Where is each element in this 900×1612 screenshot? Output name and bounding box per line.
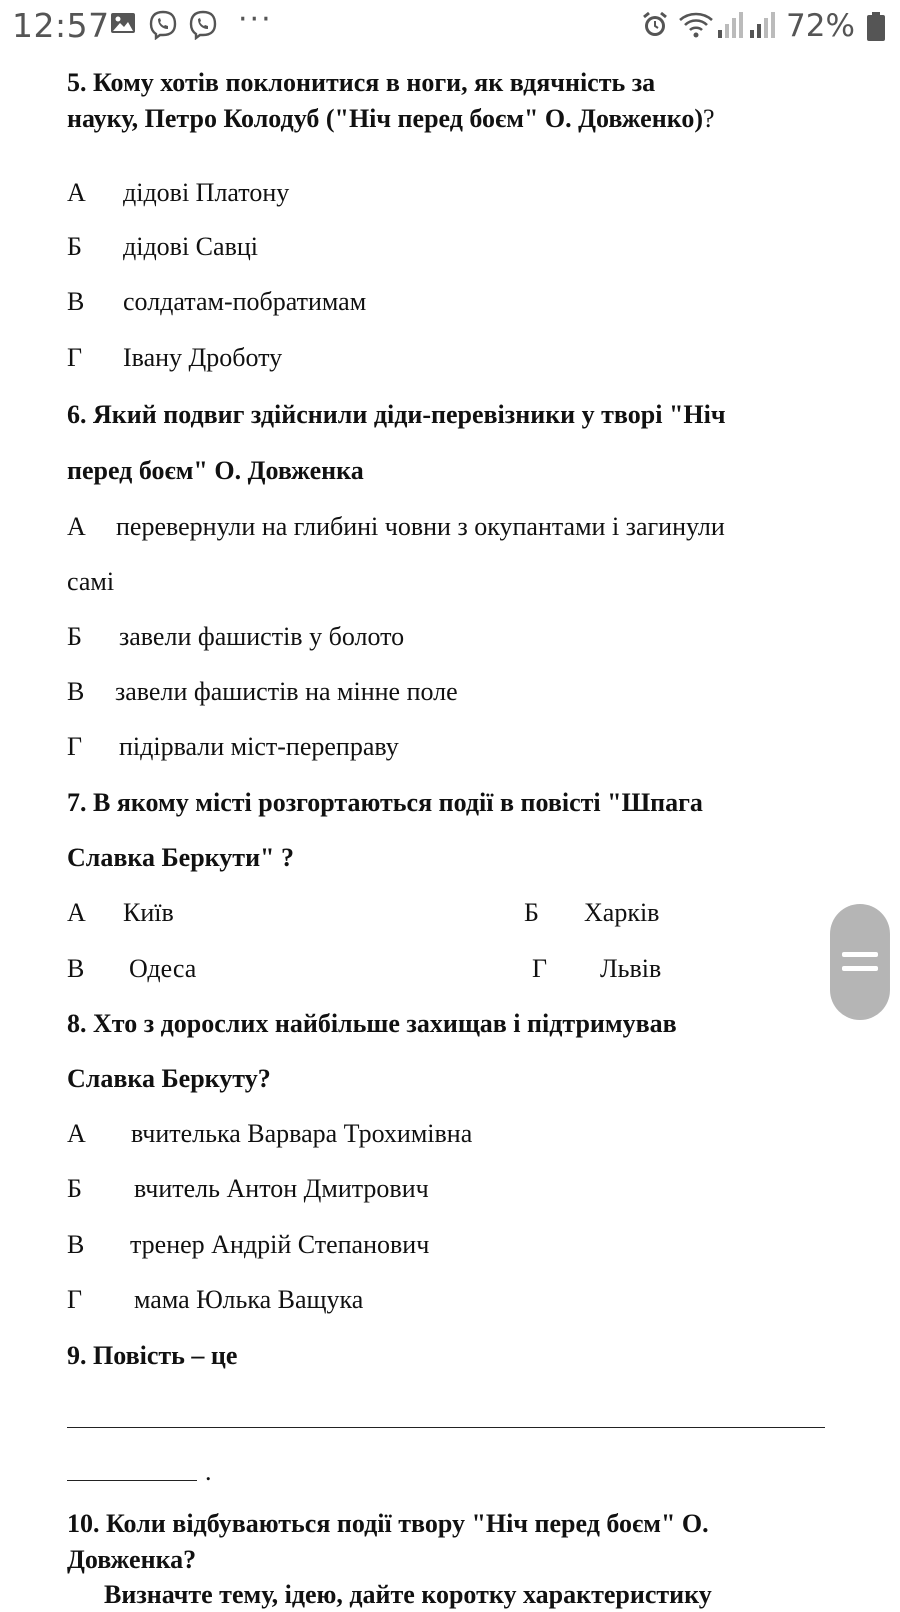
option-text: завели фашистів на мінне поле	[115, 677, 458, 706]
option-letter: В	[67, 287, 85, 316]
question-8-line-1: 8. Хто з дорослих найбільше захищав і підтримував	[67, 1009, 677, 1038]
question-5-mark: ?	[703, 104, 715, 133]
option-text: вчитель Антон Дмитрович	[134, 1174, 429, 1203]
option-text-continued: самі	[67, 567, 115, 596]
option-letter: В	[67, 954, 85, 983]
battery-percent: 72%	[786, 8, 855, 44]
option-text: солдатам-побратимам	[123, 287, 367, 316]
question-5-line-1: 5. Кому хотів поклонитися в ноги, як вдячність за	[67, 68, 656, 97]
question-10-line-2: Довженка?	[67, 1545, 197, 1574]
option-text: тренер Андрій Степанович	[130, 1230, 430, 1259]
option-letter: Б	[67, 232, 82, 261]
question-8-line-2: Славка Беркуту?	[67, 1064, 271, 1093]
option-text: завели фашистів у болото	[119, 622, 405, 651]
answer-line-short	[67, 1480, 197, 1481]
option-letter: Б	[67, 622, 82, 651]
option-letter: А	[67, 898, 86, 927]
question-7-line-2: Славка Беркути" ?	[67, 843, 294, 872]
option-letter: В	[67, 1230, 85, 1259]
option-text: Івану Дроботу	[123, 343, 283, 372]
question-5-line-2	[67, 102, 715, 136]
option-letter: Г	[532, 954, 548, 983]
scroll-handle[interactable]	[830, 904, 890, 1020]
question-7-line-1: 7. В якому місті розгортаються події в повісті "Шпага	[67, 788, 703, 817]
option-text: Львів	[600, 954, 662, 983]
option-letter: Г	[67, 343, 83, 372]
option-letter: Б	[524, 898, 539, 927]
more-notifications: ···	[238, 2, 273, 37]
option-letter: А	[67, 178, 86, 207]
option-text: Київ	[123, 898, 174, 927]
option-letter: Г	[67, 732, 83, 761]
option-letter: А	[67, 1119, 86, 1148]
option-text: перевернули на глибині човни з окупантами і загинули	[116, 512, 725, 541]
grip-line	[842, 966, 878, 971]
question-5-text: науку, Петро Колодуб ("Ніч перед боєм" О. Довженко)	[67, 104, 703, 133]
option-text: підірвали міст-переправу	[119, 732, 399, 761]
answer-line	[67, 1427, 825, 1428]
option-text: дідові Савці	[123, 232, 258, 261]
question-6-line-1: 6. Який подвиг здійснили діди-перевізники у творі "Ніч	[67, 400, 726, 429]
question-6-line-2: перед боєм" О. Довженка	[67, 456, 364, 485]
option-text: мама Юлька Ващука	[134, 1285, 364, 1314]
option-text: дідові Платону	[123, 178, 290, 207]
option-letter: А	[67, 512, 86, 541]
question-9: 9. Повість – це	[67, 1341, 238, 1370]
answer-end-mark: .	[205, 1457, 212, 1486]
option-letter: Г	[67, 1285, 83, 1314]
option-letter: В	[67, 677, 85, 706]
option-text: вчителька Варвара Трохимівна	[131, 1119, 473, 1148]
option-text: Харків	[584, 898, 660, 927]
question-10-line-3: Визначте тему, ідею, дайте коротку характеристику	[104, 1580, 712, 1609]
question-10-line-1: 10. Коли відбуваються події твору "Ніч перед боєм" О.	[67, 1509, 709, 1538]
grip-line	[842, 952, 878, 957]
option-letter: Б	[67, 1174, 82, 1203]
status-time: 12:57	[12, 6, 110, 45]
option-text: Одеса	[129, 954, 197, 983]
